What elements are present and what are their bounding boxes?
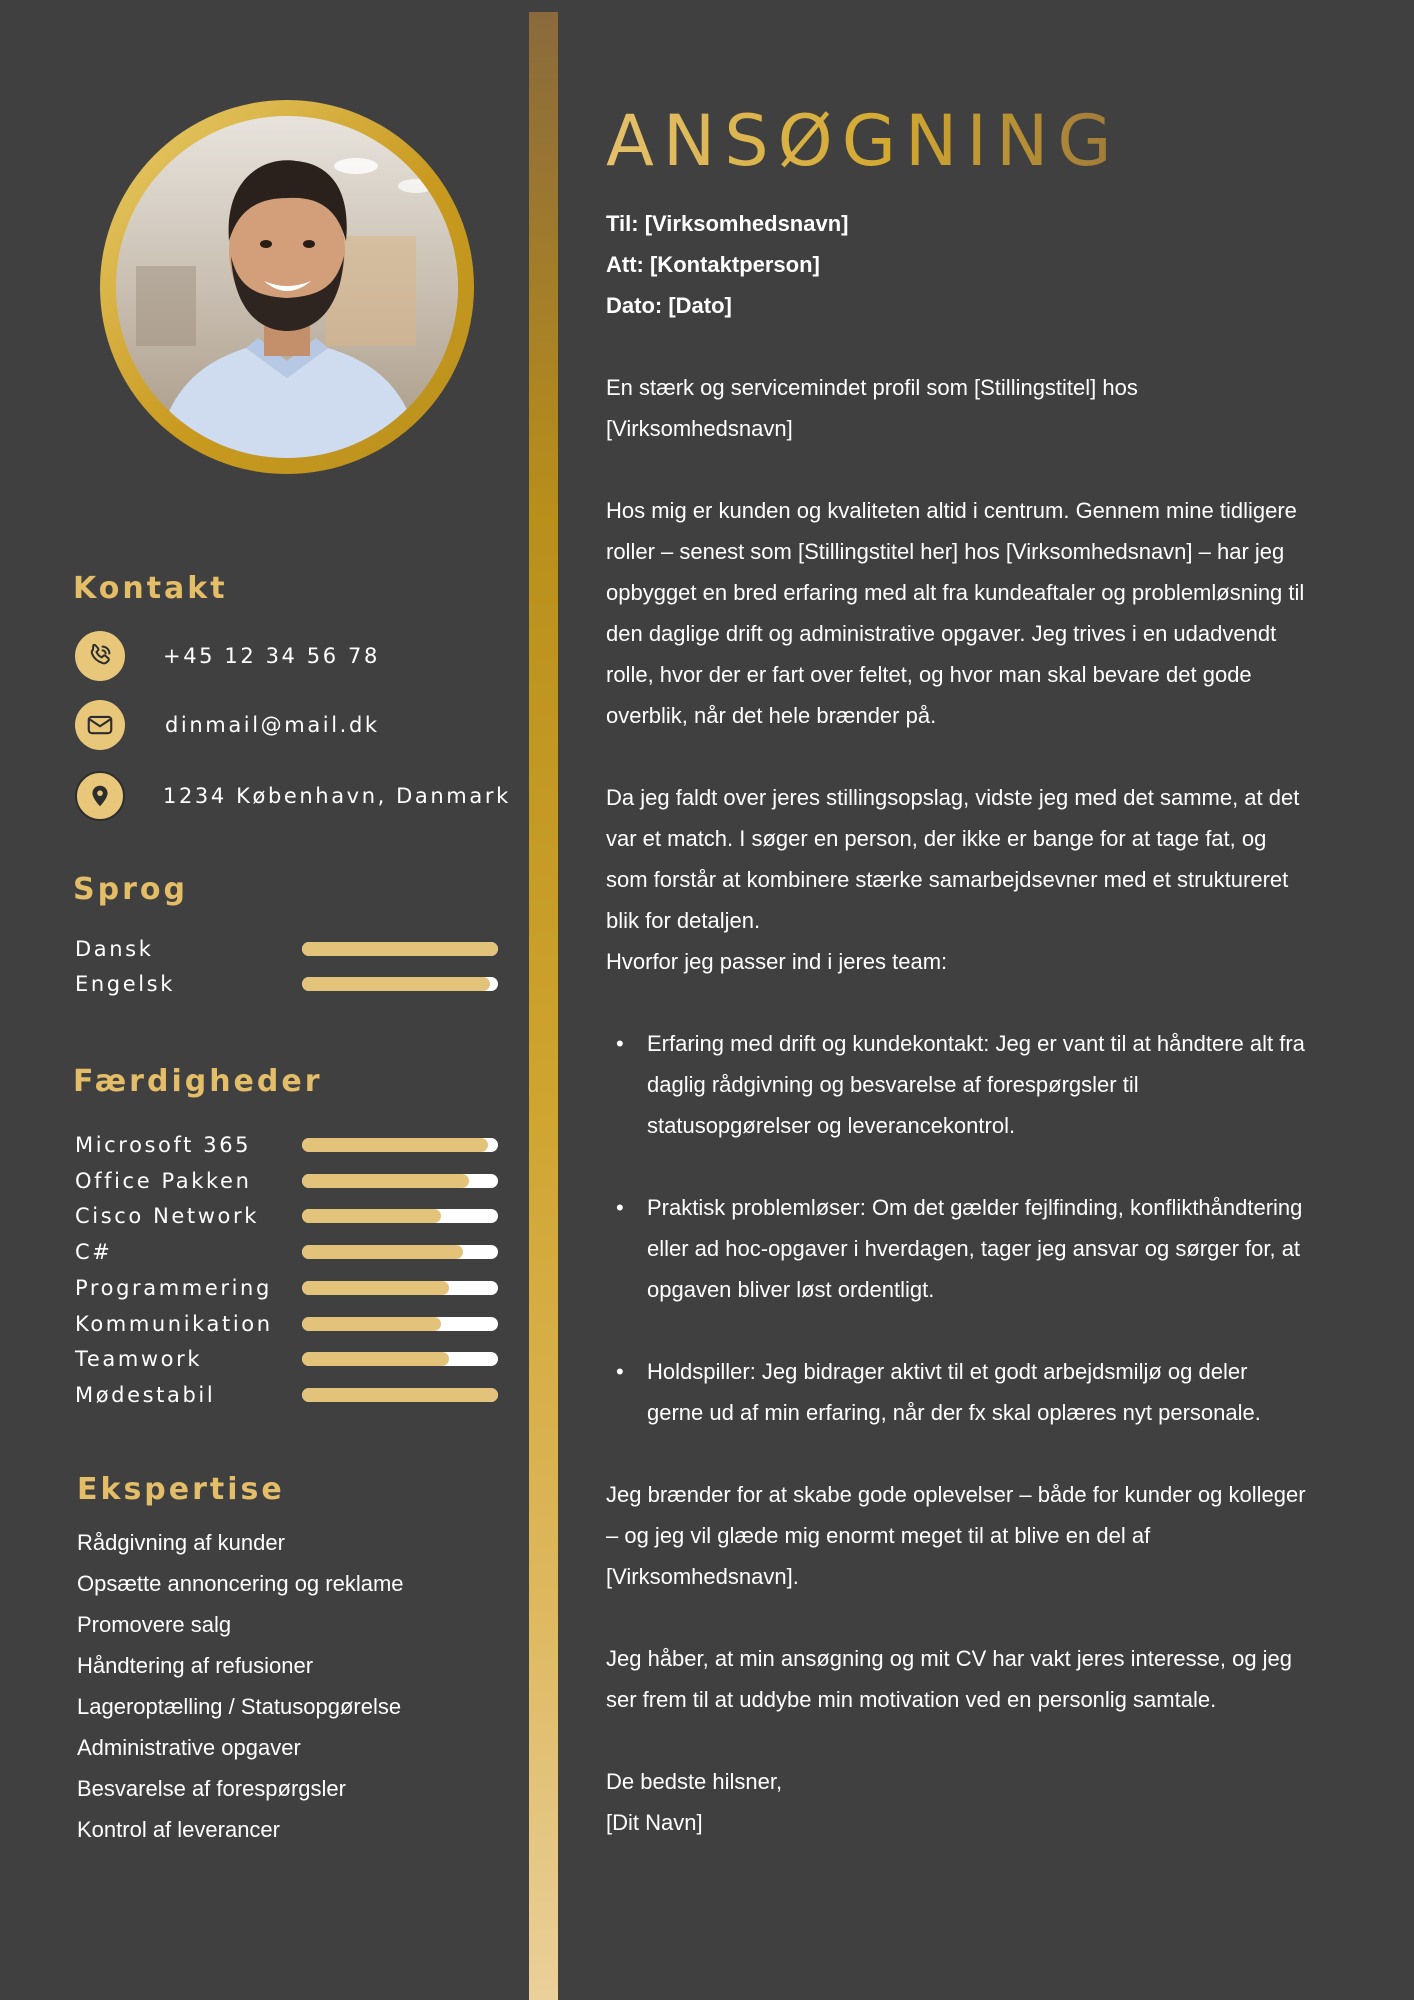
skill-row — [75, 1344, 500, 1374]
languages-section-title: Sprog — [73, 872, 188, 907]
skill-label: Dansk — [75, 937, 154, 961]
profile-photo-frame — [100, 100, 474, 474]
expertise-item: Administrative opgaver — [77, 1735, 301, 1760]
skill-level-fill — [302, 1209, 441, 1223]
skill-level-bar — [302, 1174, 498, 1188]
skill-level-bar — [302, 977, 498, 991]
expertise-item: Kontrol af leverancer — [77, 1817, 280, 1842]
skill-level-bar — [302, 1352, 498, 1366]
skill-row — [75, 1130, 500, 1160]
skill-label: Teamwork — [75, 1347, 203, 1372]
expertise-item: Rådgivning af kunder — [77, 1530, 285, 1555]
skill-label: Cisco Network — [75, 1204, 259, 1229]
skill-level-bar — [302, 1317, 498, 1331]
expertise-item: Håndtering af refusioner — [77, 1653, 314, 1678]
skill-label: Engelsk — [75, 972, 175, 996]
contact-address — [75, 770, 511, 822]
skill-label: Mødestabil — [75, 1382, 216, 1407]
bullet-item: • Holdspiller: Jeg bidrager aktivt til et godt arbejdsmiljø og deler gerne ud af min erfaring, når der fx skal oplæres nyt personale. — [606, 1351, 1306, 1433]
mail-icon — [75, 700, 125, 750]
phone-icon — [75, 631, 125, 681]
skill-level-fill — [302, 1388, 498, 1402]
letter-meta — [606, 203, 848, 326]
expertise-item: Lageroptælling / Statusopgørelse — [77, 1694, 402, 1719]
skill-level-fill — [302, 1281, 449, 1295]
expertise-section-title: Ekspertise — [77, 1472, 285, 1507]
skill-level-fill — [302, 1174, 469, 1188]
skill-row — [75, 1201, 500, 1231]
skill-label: Office Pakken — [75, 1168, 252, 1193]
location-pin-icon — [75, 771, 125, 821]
email-address: dinmail@mail.dk — [165, 713, 380, 737]
recipient-contact: Att: [Kontaktperson] — [606, 252, 820, 277]
skill-level-bar — [302, 1388, 498, 1402]
skill-level-bar — [302, 1281, 498, 1295]
skill-level-fill — [302, 942, 498, 956]
letter-title: ANSØGNING — [606, 100, 1121, 182]
skill-level-fill — [302, 1245, 463, 1259]
letter-paragraph-2: Da jeg faldt over jeres stillingsopslag, vidste jeg med det samme, at det var et match. I søger en person, der ikke er bange for at tage fat, og som forstår at kombinere stærke samarbejdsevner med et struktureret blik for detaljen. — [606, 785, 1300, 933]
skill-row — [75, 969, 500, 999]
skill-label: Kommunikation — [75, 1311, 273, 1336]
skill-level-bar — [302, 1138, 498, 1152]
contact-phone — [75, 630, 380, 682]
sidebar — [0, 0, 529, 2000]
skill-level-bar — [302, 1209, 498, 1223]
expertise-item: Promovere salg — [77, 1612, 232, 1637]
profile-photo — [116, 116, 458, 458]
skill-level-bar — [302, 1245, 498, 1259]
recipient-company: Til: [Virksomhedsnavn] — [606, 211, 849, 236]
letter-paragraph-1: Hos mig er kunden og kvaliteten altid i centrum. Gennem mine tidligere roller – senest som [Stillingstitel her] hos [Virksomhedsnavn] – har jeg opbygget en bred erfaring med alt fra kundeaftaler og problemløsning til den daglige drift og administrative opgaver. Jeg trives i en udadvendt rolle, hvor der er fart over feltet, og hvor man skal bevare det gode overblik, når det hele brænder på. — [606, 498, 1305, 728]
expertise-item: Opsætte annoncering og reklame — [77, 1571, 404, 1596]
letter-body — [606, 367, 1306, 1843]
skill-level-fill — [302, 1352, 449, 1366]
letter-paragraph-4: Jeg håber, at min ansøgning og mit CV har vakt jeres interesse, og jeg ser frem til at uddybe min motivation ved en personlig samtale. — [606, 1646, 1293, 1712]
skill-label: C# — [75, 1240, 113, 1265]
skill-level-fill — [302, 1317, 441, 1331]
letter-paragraph-3: Jeg brænder for at skabe gode oplevelser – både for kunder og kolleger – og jeg vil glæde mig enormt meget til at blive en del af [Virksomhedsnavn]. — [606, 1482, 1306, 1589]
phone-number: +45 12 34 56 78 — [163, 644, 380, 668]
contact-section-title: Kontakt — [73, 571, 228, 606]
skill-level-fill — [302, 1138, 488, 1152]
skill-level-fill — [302, 977, 490, 991]
skill-row — [75, 1380, 500, 1410]
skill-row — [75, 934, 500, 964]
skill-level-bar — [302, 942, 498, 956]
skills-section-title: Færdigheder — [73, 1064, 323, 1099]
skill-row — [75, 1166, 500, 1196]
bullet-list — [606, 1023, 1306, 1433]
skill-label: Programmering — [75, 1275, 272, 1300]
letter-intro: En stærk og servicemindet profil som [Stillingstitel] hos [Virksomhedsnavn] — [606, 375, 1138, 441]
letter-closing: De bedste hilsner, — [606, 1769, 783, 1794]
vertical-divider-bar — [529, 12, 558, 2000]
contact-email — [75, 699, 380, 751]
bullet-item: • Erfaring med drift og kundekontakt: Jeg er vant til at håndtere alt fra daglig rådgivning og besvarelse af forespørgsler til statusopgørelser og leverancekontrol. — [606, 1023, 1306, 1146]
address: 1234 København, Danmark — [163, 784, 511, 808]
skill-row — [75, 1273, 500, 1303]
skill-row — [75, 1237, 500, 1267]
bullet-item: • Praktisk problemløser: Om det gælder fejlfinding, konflikthåndtering eller ad hoc-opgaver i hverdagen, tager jeg ansvar og sørger for, at opgaven bliver løst ordentligt. — [606, 1187, 1306, 1310]
expertise-list — [77, 1522, 404, 1850]
why-heading: Hvorfor jeg passer ind i jeres team: — [606, 949, 948, 974]
expertise-item: Besvarelse af forespørgsler — [77, 1776, 346, 1801]
letter-date: Dato: [Dato] — [606, 293, 732, 318]
letter-signature: [Dit Navn] — [606, 1810, 703, 1835]
skill-row — [75, 1309, 500, 1339]
skill-label: Microsoft 365 — [75, 1133, 252, 1157]
